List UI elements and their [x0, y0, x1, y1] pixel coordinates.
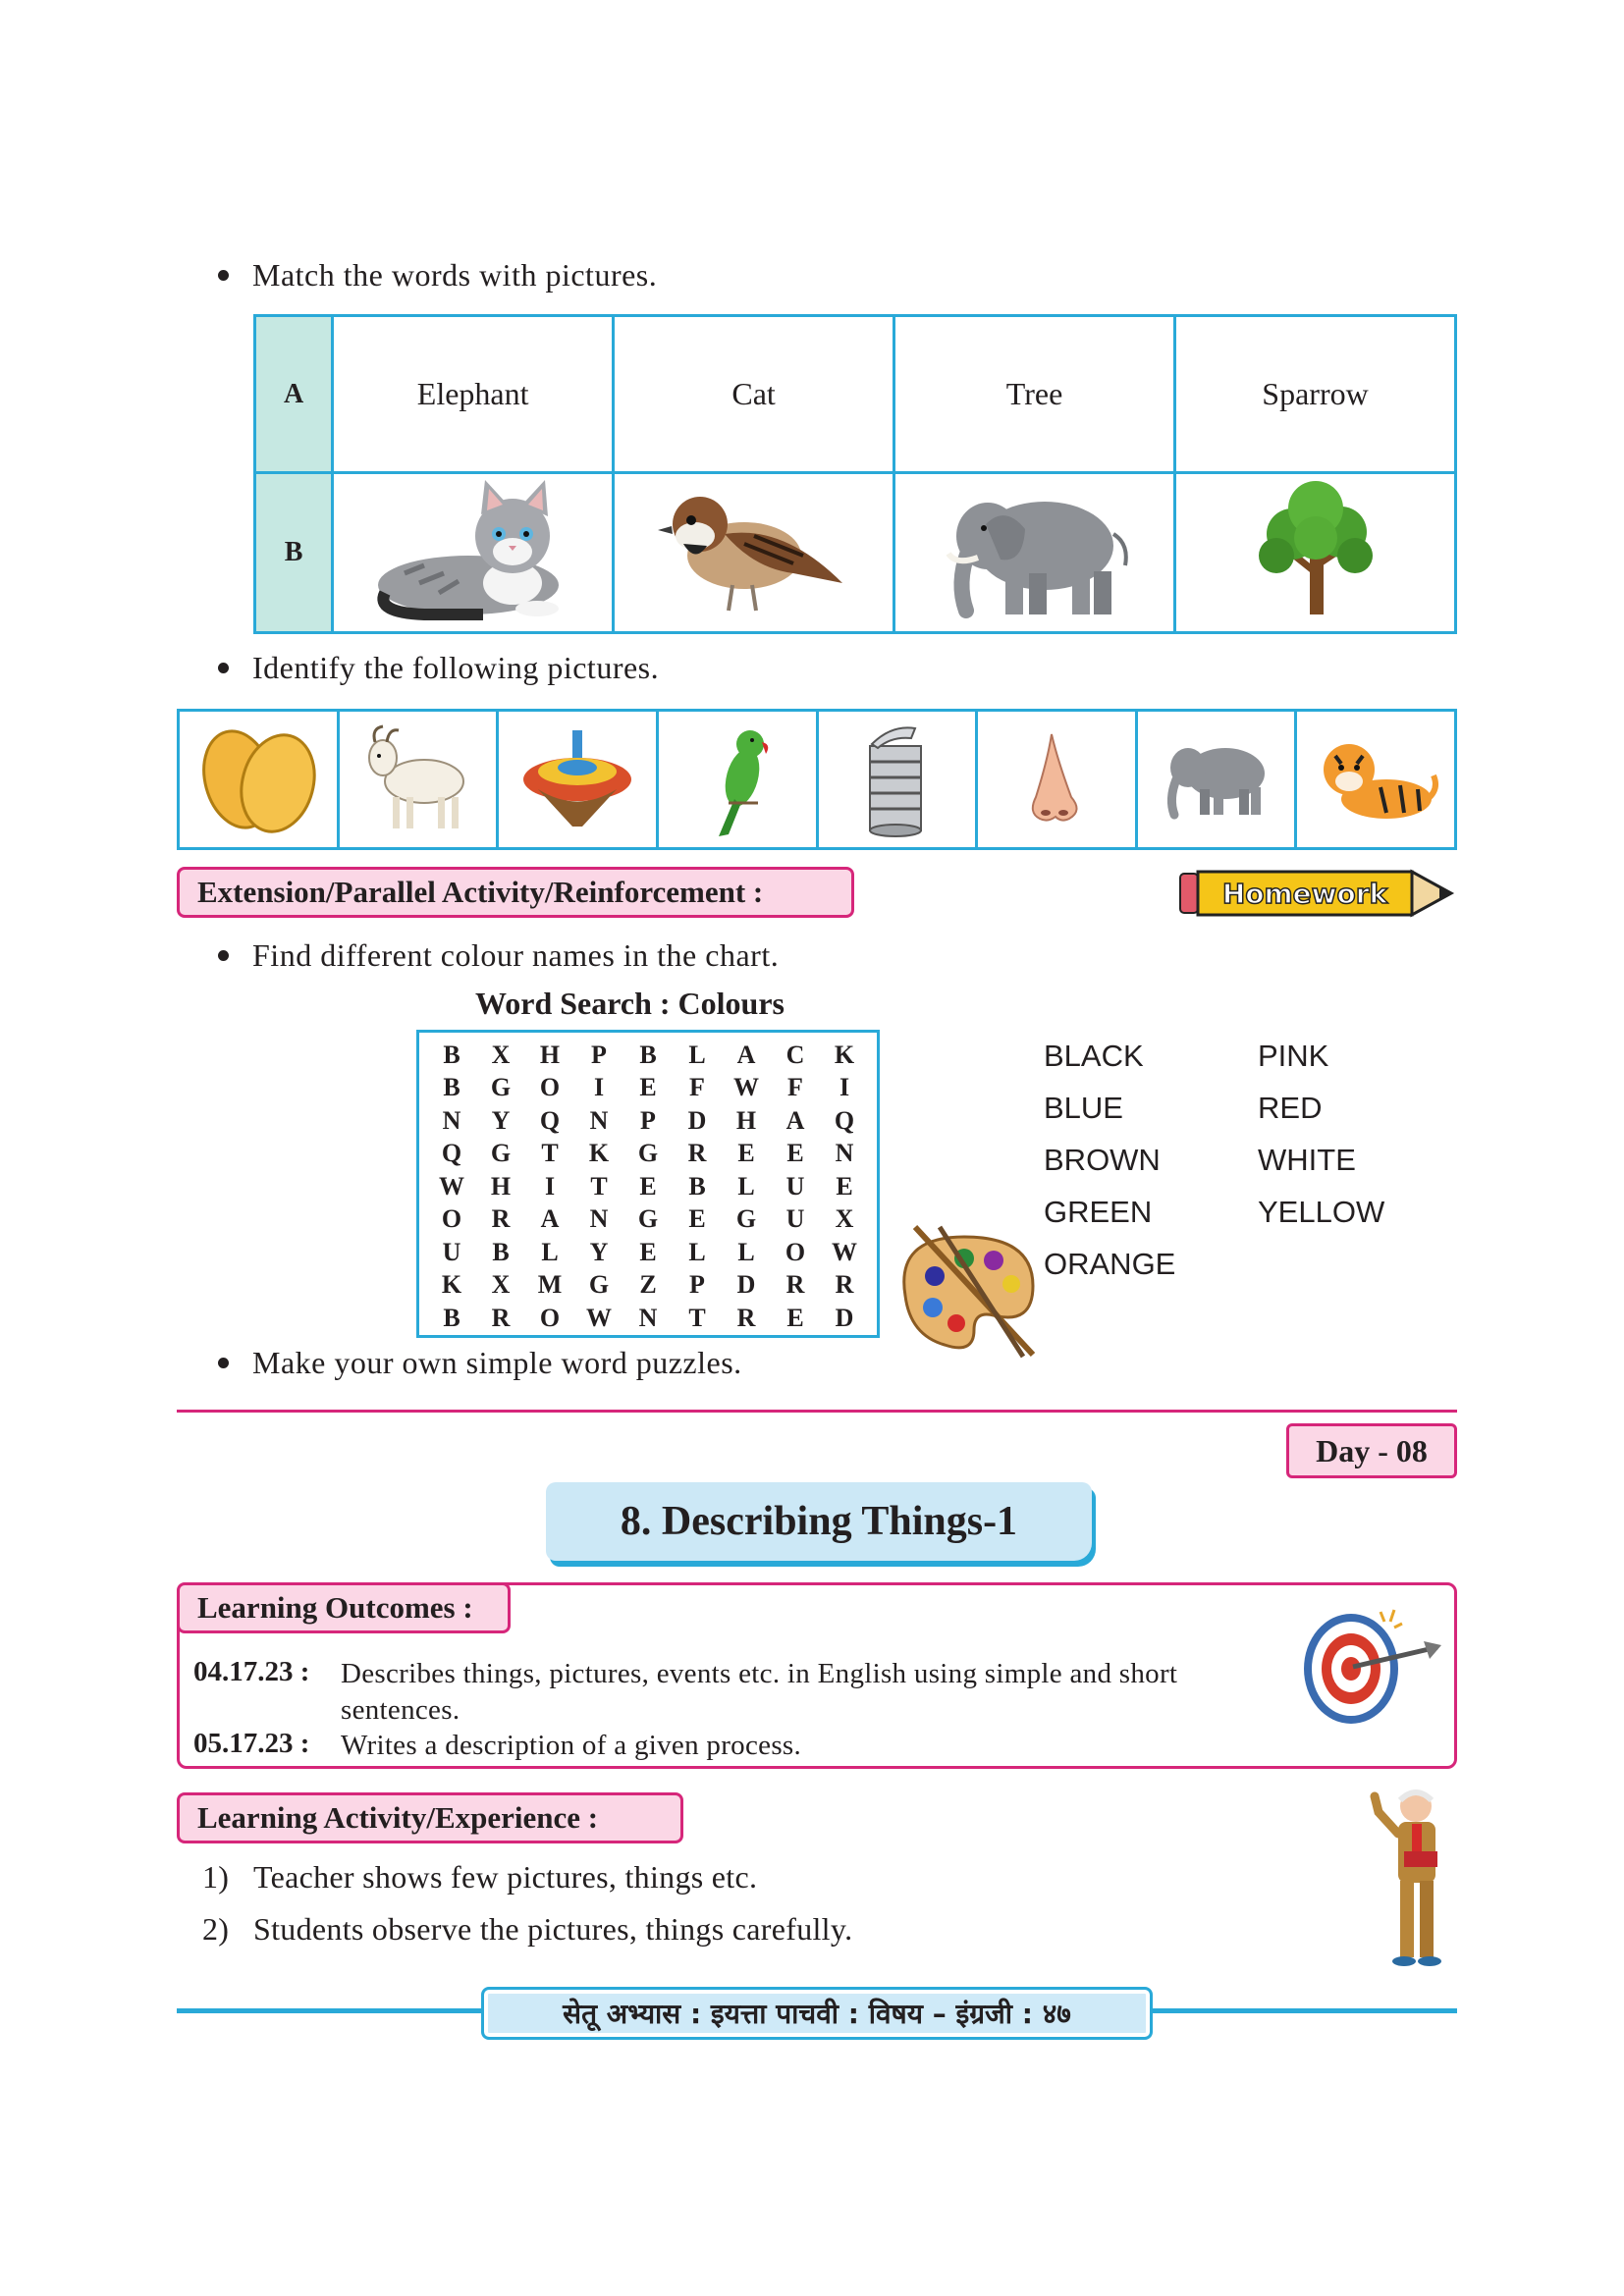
word-list-col1	[1044, 1039, 1175, 1299]
word-search-letter: E	[639, 1073, 657, 1102]
word-cell: Elephant	[333, 316, 614, 473]
puzzle-instruction	[218, 1345, 742, 1381]
word-search-row	[427, 1302, 869, 1335]
word-search-letter: L	[688, 1237, 706, 1266]
identify-instruction-text: Identify the following pictures.	[252, 650, 660, 685]
nose-picture	[978, 712, 1138, 847]
word-search-row	[427, 1104, 869, 1138]
word-search-letter: B	[443, 1040, 460, 1069]
word-item: BROWN	[1044, 1143, 1161, 1177]
word-search-letter: L	[737, 1237, 755, 1266]
word-search-letter: Q	[834, 1105, 855, 1135]
word-search-letter: W	[586, 1303, 612, 1332]
word-search-letter: I	[839, 1073, 850, 1102]
word-search-letter: K	[441, 1270, 462, 1300]
word-search-letter: B	[443, 1073, 460, 1102]
word-search-letter: H	[490, 1171, 512, 1201]
word-item: WHITE	[1258, 1143, 1356, 1177]
word-search-letter: X	[491, 1040, 511, 1069]
word-search-letter: P	[640, 1105, 656, 1135]
word-search-letter: T	[590, 1171, 608, 1201]
chapter-title: 8. Describing Things-1	[546, 1482, 1092, 1561]
step-number: 1)	[202, 1859, 230, 1895]
word-search-letter: X	[491, 1270, 511, 1300]
word-search-letter: F	[689, 1073, 705, 1102]
word-search-row	[427, 1269, 869, 1303]
cat-picture	[333, 473, 614, 633]
word-search-letter: I	[544, 1171, 556, 1201]
word-search-letter: A	[785, 1105, 805, 1135]
day-badge: Day - 08	[1286, 1423, 1457, 1478]
word-search-row	[427, 1236, 869, 1269]
section-divider	[177, 1410, 1457, 1413]
word-search-letter: T	[688, 1303, 706, 1332]
word-search-letter: A	[540, 1204, 560, 1234]
match-instruction-text: Match the words with pictures.	[252, 257, 658, 293]
eggs-picture	[180, 712, 340, 847]
teacher-picture	[1369, 1783, 1467, 1974]
word-search-letter: P	[591, 1040, 607, 1069]
target-icon	[1292, 1602, 1449, 1735]
word-search-letter: E	[639, 1171, 657, 1201]
word-search-letter: G	[490, 1073, 512, 1102]
row-a-label: A	[255, 316, 333, 473]
word-search-letter: H	[539, 1040, 561, 1069]
word-search-row	[427, 1203, 869, 1237]
word-search-letter: W	[733, 1073, 759, 1102]
word-search-letter: E	[688, 1204, 706, 1234]
row-b-label: B	[255, 473, 333, 633]
word-search-letter: R	[785, 1270, 805, 1300]
word-search-letter: B	[443, 1303, 460, 1332]
word-cell: Sparrow	[1175, 316, 1456, 473]
word-search-letter: L	[688, 1040, 706, 1069]
word-search-letter: M	[537, 1270, 563, 1300]
word-search-grid	[416, 1030, 880, 1338]
word-item: ORANGE	[1044, 1247, 1176, 1281]
bullet-dot	[218, 663, 229, 673]
outcome-item	[193, 1656, 1283, 1729]
word-search-row	[427, 1039, 869, 1072]
word-search-letter: G	[588, 1270, 610, 1300]
bullet-dot	[218, 1358, 229, 1368]
learning-outcomes-label: Learning Outcomes :	[177, 1582, 511, 1633]
activity-step	[202, 1911, 852, 1948]
outcome-code: 04.17.23 :	[193, 1656, 310, 1687]
word-search-letter: E	[737, 1139, 755, 1168]
word-search-letter: G	[637, 1204, 659, 1234]
elephant-picture	[894, 473, 1175, 633]
word-search-letter: O	[441, 1204, 462, 1234]
word-search-letter: D	[687, 1105, 707, 1135]
word-search-letter: G	[637, 1139, 659, 1168]
word-search-letter: W	[439, 1171, 464, 1201]
outcome-item	[193, 1728, 1283, 1764]
step-text: Students observe the pictures, things carefully.	[253, 1911, 853, 1947]
tin-can-picture	[819, 712, 979, 847]
word-search-row	[427, 1138, 869, 1171]
word-item: PINK	[1258, 1039, 1329, 1073]
identify-strip	[177, 709, 1457, 850]
word-search-letter: G	[735, 1204, 757, 1234]
word-search-letter: E	[639, 1237, 657, 1266]
top-picture	[499, 712, 659, 847]
word-search-letter: D	[736, 1270, 756, 1300]
bullet-dot	[218, 950, 229, 961]
word-item: YELLOW	[1258, 1195, 1385, 1229]
row-b	[255, 473, 1456, 633]
word-search-letter: Y	[589, 1237, 609, 1266]
word-search-letter: O	[785, 1237, 806, 1266]
word-cell: Tree	[894, 316, 1175, 473]
word-search-letter: O	[539, 1303, 561, 1332]
word-search-letter: W	[832, 1237, 857, 1266]
outcome-text: Describes things, pictures, events etc. in English using simple and short sentences.	[341, 1658, 1178, 1726]
tree-picture	[1175, 473, 1456, 633]
word-search-letter: N	[442, 1105, 461, 1135]
homework-text: Homework	[1221, 878, 1388, 910]
word-search-letter: L	[737, 1171, 755, 1201]
word-item: BLACK	[1044, 1039, 1144, 1073]
word-list-col2	[1258, 1039, 1384, 1247]
bullet-dot	[218, 270, 229, 281]
homework-badge	[1176, 866, 1461, 926]
colour-instruction	[218, 937, 779, 974]
word-search-letter: R	[687, 1139, 707, 1168]
outcome-code: 05.17.23 :	[193, 1728, 310, 1759]
identify-instruction	[218, 650, 659, 686]
word-search-letter: X	[835, 1204, 854, 1234]
word-search-letter: C	[785, 1040, 805, 1069]
word-cell: Cat	[614, 316, 894, 473]
step-number: 2)	[202, 1911, 230, 1947]
word-search-letter: K	[834, 1040, 855, 1069]
word-item: GREEN	[1044, 1195, 1153, 1229]
word-search-letter: U	[785, 1171, 805, 1201]
word-search-letter: B	[639, 1040, 657, 1069]
word-search-letter: R	[736, 1303, 756, 1332]
colour-instruction-text: Find different colour names in the chart.	[252, 937, 780, 973]
match-table	[253, 314, 1457, 634]
elephant-small-picture	[1138, 712, 1298, 847]
sparrow-picture	[614, 473, 894, 633]
word-search-letter: N	[638, 1303, 658, 1332]
row-a	[255, 316, 1456, 473]
footer-label: सेतू अभ्यास : इयत्ता पाचवी : विषय – इंग्रजी : ४७	[481, 1987, 1153, 2040]
goat-picture	[340, 712, 500, 847]
word-search-letter: N	[835, 1139, 854, 1168]
word-search-letter: K	[588, 1139, 610, 1168]
word-search-letter: G	[490, 1139, 512, 1168]
word-search-letter: F	[787, 1073, 803, 1102]
word-search-letter: E	[836, 1171, 853, 1201]
parrot-picture	[659, 712, 819, 847]
word-search-letter: Q	[441, 1139, 462, 1168]
tiger-picture	[1297, 712, 1454, 847]
paint-palette-picture	[886, 1217, 1053, 1369]
word-search-letter: R	[491, 1303, 511, 1332]
extension-label: Extension/Parallel Activity/Reinforcement :	[177, 867, 854, 918]
word-search-letter: O	[539, 1073, 561, 1102]
word-search-letter: E	[786, 1303, 804, 1332]
word-search-letter: R	[491, 1204, 511, 1234]
word-search-letter: H	[735, 1105, 757, 1135]
word-search-letter: I	[593, 1073, 605, 1102]
word-search-letter: B	[492, 1237, 510, 1266]
step-text: Teacher shows few pictures, things etc.	[253, 1859, 758, 1895]
word-item: BLUE	[1044, 1091, 1123, 1125]
word-search-letter: U	[785, 1204, 805, 1234]
word-search-letter: U	[442, 1237, 461, 1266]
outcome-text: Writes a description of a given process.	[341, 1730, 802, 1761]
learning-activity-label: Learning Activity/Experience :	[177, 1792, 683, 1843]
match-instruction	[218, 257, 657, 294]
word-search-row	[427, 1170, 869, 1203]
word-search-letter: A	[736, 1040, 756, 1069]
word-search-letter: Q	[539, 1105, 561, 1135]
word-item: RED	[1258, 1091, 1323, 1125]
activity-step	[202, 1859, 757, 1896]
word-search-letter: Y	[491, 1105, 511, 1135]
word-search-letter: P	[689, 1270, 705, 1300]
puzzle-instruction-text: Make your own simple word puzzles.	[252, 1345, 742, 1380]
word-search-letter: T	[541, 1139, 559, 1168]
word-search-letter: D	[835, 1303, 854, 1332]
word-search-letter: N	[589, 1204, 609, 1234]
word-search-letter: E	[786, 1139, 804, 1168]
word-search-title: Word Search : Colours	[475, 986, 785, 1021]
word-search-letter: L	[541, 1237, 559, 1266]
word-search-letter: N	[589, 1105, 609, 1135]
word-search-letter: R	[835, 1270, 854, 1300]
word-search-letter: Z	[639, 1270, 657, 1300]
word-search-letter: B	[688, 1171, 706, 1201]
word-search-row	[427, 1072, 869, 1105]
